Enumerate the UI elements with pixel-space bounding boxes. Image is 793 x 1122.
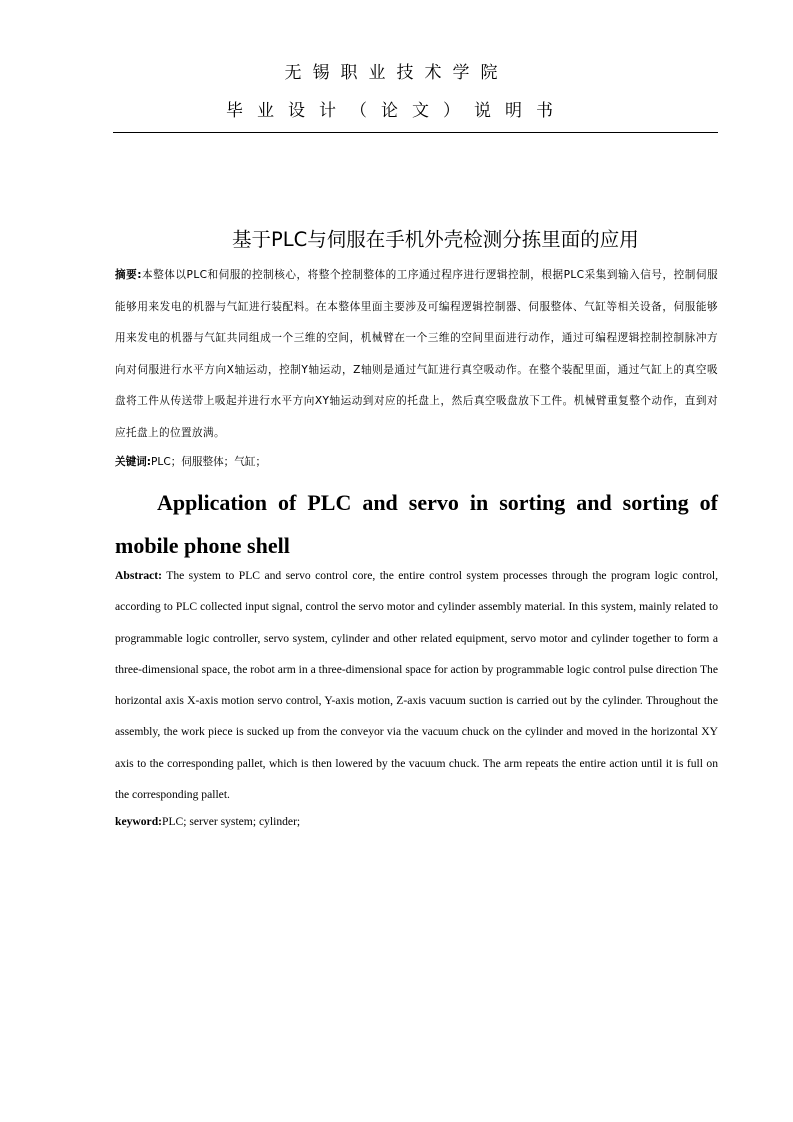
english-keywords-text: PLC; server system; cylinder; [162, 815, 301, 828]
english-title: Application of PLC and servo in sorting and sorting of mobile phone shell [115, 490, 718, 558]
institution-name: 无锡职业技术学院 [284, 63, 509, 83]
header-divider [113, 132, 718, 133]
english-abstract-text: The system to PLC and servo control core, the entire control system processes through the program logic control, according to PLC collected input signal, control the servo motor and cylinder assembly material. In this system, mainly related to programmable logic controller, servo system, cylinder and other related equipment, servo motor and cylinder together to form a three-dimensional space, the robot arm in a three-dimensional space for action by programmable logic control pulse direction The horizontal axis X-axis motion servo control, Y-axis motion, Z-axis vacuum suction is carried out by the cylinder. Throughout the assembly, the work piece is sucked up from the conveyor via the vacuum chuck on the cylinder and moved in the horizontal XY axis to the corresponding pallet, which is then lowered by the vacuum chuck. The arm repeats the entire action until it is full on the corresponding pallet. [115, 569, 718, 802]
english-keywords-label: keyword: [115, 815, 163, 828]
chinese-abstract [115, 260, 718, 449]
english-keywords [115, 812, 718, 832]
chinese-abstract-label: 摘要: [115, 269, 142, 281]
document-type: 毕业设计（论文）说明书 [226, 101, 567, 121]
chinese-title: 基于PLC与伺服在手机外壳检测分拣里面的应用 [232, 228, 639, 251]
english-abstract [115, 560, 718, 810]
english-abstract-label: Abstract: [115, 569, 163, 582]
chinese-abstract-text: 本整体以PLC和伺服的控制核心，将整个控制整体的工序通过程序进行逻辑控制，根据PLC采集到输入信号，控制伺服能够用来发电的机器与气缸进行装配料。在本整体里面主要涉及可编程逻辑控制器、伺服整体、气缸等相关设备，伺服能够用来发电的机器与气缸共同组成一个三维的空间，机械臂在一个三维的空间里面进行动作，通过可编程逻辑控制控制脉冲方向对伺服进行水平方向X轴运动，控制Y轴运动，Z轴则是通过气缸进行真空吸动作。在整个装配里面，通过气缸上的真空吸盘将工件从传送带上吸起并进行水平方向XY轴运动到对应的托盘上，然后真空吸盘放下工件。机械臂重复整个动作，直到对应托盘上的位置放满。 [115, 269, 718, 439]
chinese-keywords-label: 关键词: [115, 456, 152, 468]
chinese-keywords-text: PLC；伺服整体；气缸； [151, 456, 267, 468]
chinese-keywords [115, 450, 718, 474]
